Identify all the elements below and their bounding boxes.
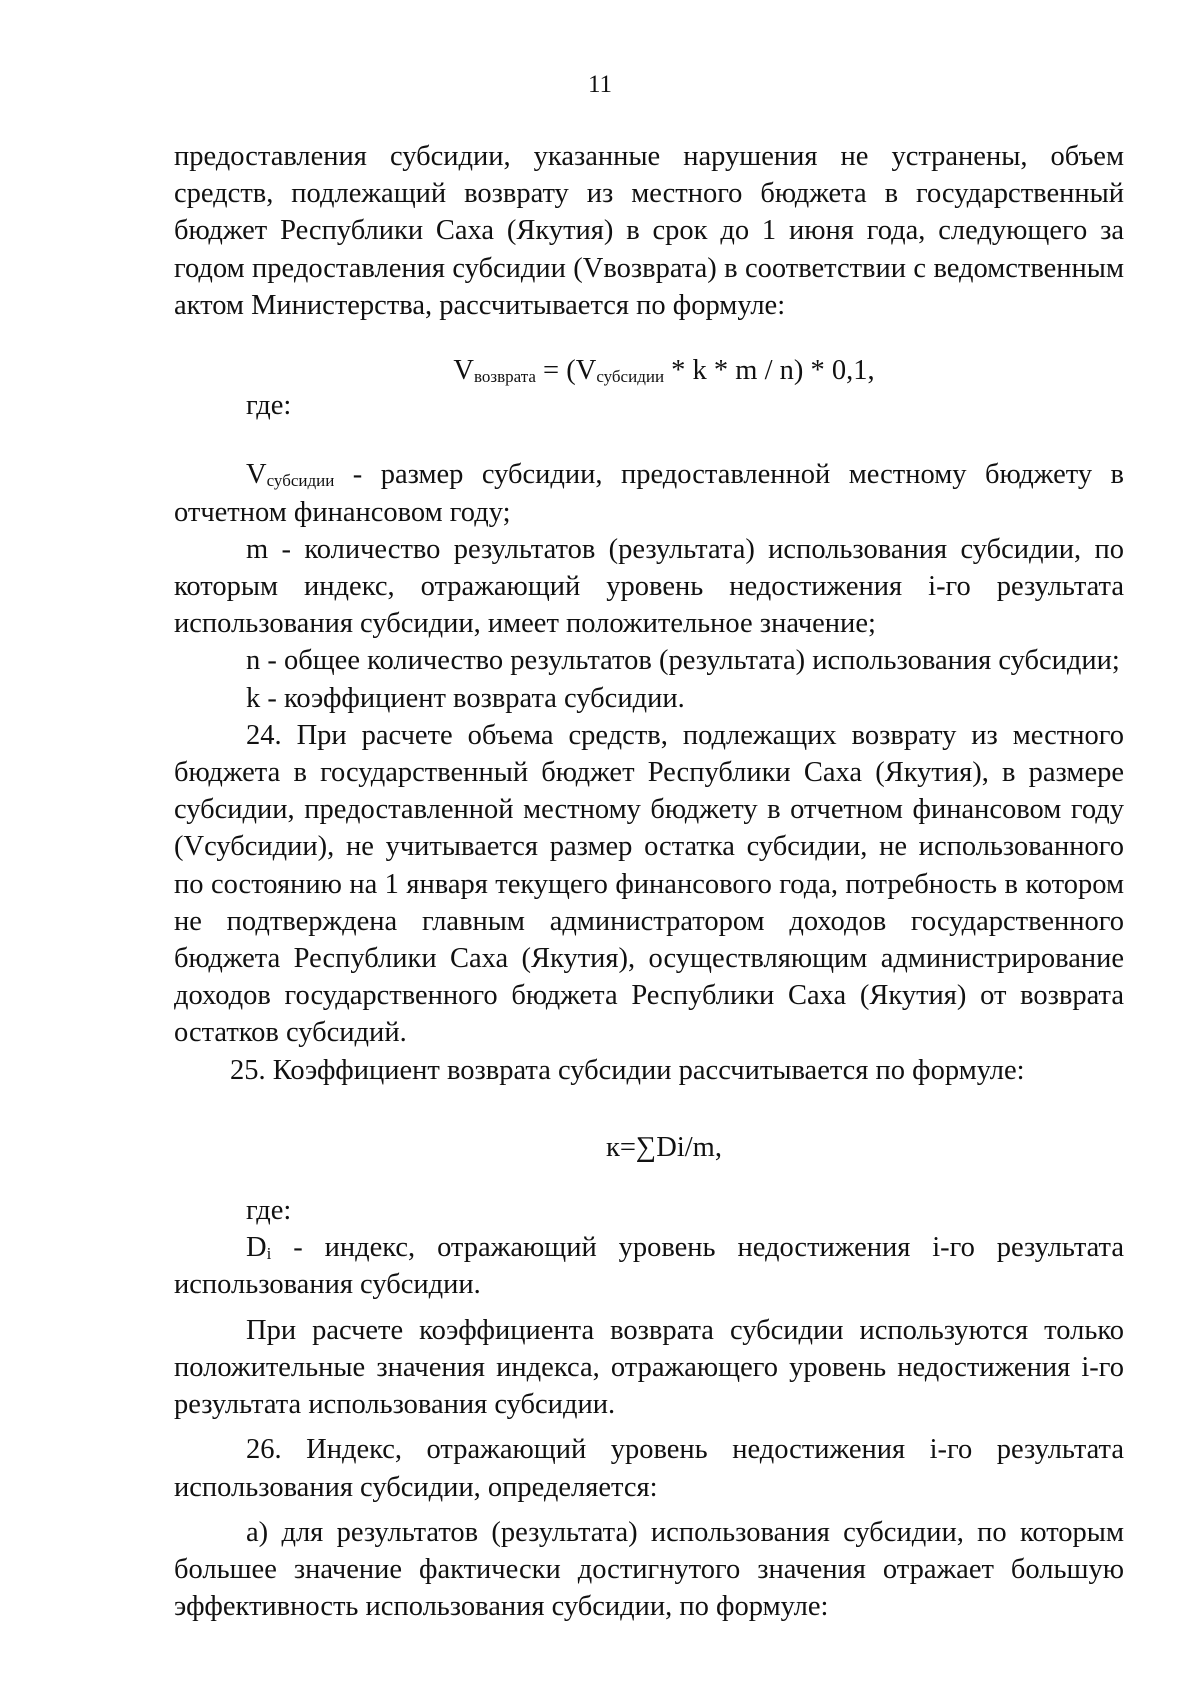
v-def-symbol: V: [246, 459, 267, 491]
paragraph-positive-values: При расчете коэффициента возврата субсидии используются только положительные значения индекса, отражающего уровень недостижения i-го результата использования субсидии.: [174, 1314, 1124, 1421]
page-number: 11: [587, 71, 613, 98]
formula-eq-open: = (V: [535, 355, 597, 387]
paragraph-24: 24. При расчете объема средств, подлежащих возврату из местного бюджета в государственный бюджет Республики Саха (Якутия), в размере субсидии, предоставленной местному бюджету в отчетном финансовом году (Vсубсидии), не учитывается размер остатка субсидии, не использованного по состоянию на 1 января текущего финансового года, потребность в котором не подтверждена главным администратором доходов государственного бюджета Республики Саха (Якутия), осуществляющим администрирование доходов государственного бюджета Республики Саха (Якутия) от возврата остатков субсидий.: [174, 719, 1124, 1049]
d-def-symbol: D: [246, 1232, 267, 1264]
document-body: [174, 138, 1124, 1625]
v-def-subscript: субсидии: [266, 471, 335, 491]
where-label-2: где:: [246, 1195, 292, 1227]
definition-n: n - общее количество результатов (результата) использования субсидии;: [246, 645, 1120, 677]
d-def-subscript: i: [266, 1244, 272, 1264]
paragraph-25: 25. Коэффициент возврата субсидии рассчитывается по формуле:: [230, 1054, 1025, 1086]
formula-lhs-subscript: возврата: [473, 367, 536, 387]
formula-rhs-rest: * k * m / n) * 0,1,: [664, 355, 875, 387]
formula-lhs-symbol: V: [453, 355, 474, 387]
paragraph-intro: предоставления субсидии, указанные нарушения не устранены, объем средств, подлежащий возврату из местного бюджета в государственный бюджет Республики Саха (Якутия) в срок до 1 июня года, следующего за годом предоставления субсидии (Vвозврата) в соответствии с ведомственным актом Министерства, рассчитывается по формуле:: [174, 141, 1124, 321]
definition-k: k - коэффициент возврата субсидии.: [246, 682, 685, 714]
paragraph-26a: а) для результатов (результата) использования субсидии, по которым большее значение фактически достигнутого значения отражает большую эффективность использования субсидии, по формуле:: [174, 1516, 1124, 1623]
definition-m: m - количество результатов (результата) использования субсидии, по которым индекс, отражающий уровень недостижения i-го результата использования субсидии, имеет положительное значение;: [174, 533, 1124, 640]
paragraph-26: 26. Индекс, отражающий уровень недостижения i-го результата использования субсидии, определяется:: [174, 1434, 1124, 1503]
formula-return-volume: [174, 352, 1124, 389]
where-label-1: где:: [246, 390, 292, 422]
definition-d: [174, 1229, 1124, 1303]
formula-return-coefficient: к=∑Di/m,: [606, 1131, 722, 1163]
d-def-text: - индекс, отражающий уровень недостижения i-го результата использования субсидии.: [174, 1232, 1124, 1301]
formula-rhs-subscript: субсидии: [596, 367, 665, 387]
definition-v-subsidy: [174, 456, 1124, 530]
v-def-text: - размер субсидии, предоставленной местному бюджету в отчетном финансовом году;: [174, 459, 1124, 528]
